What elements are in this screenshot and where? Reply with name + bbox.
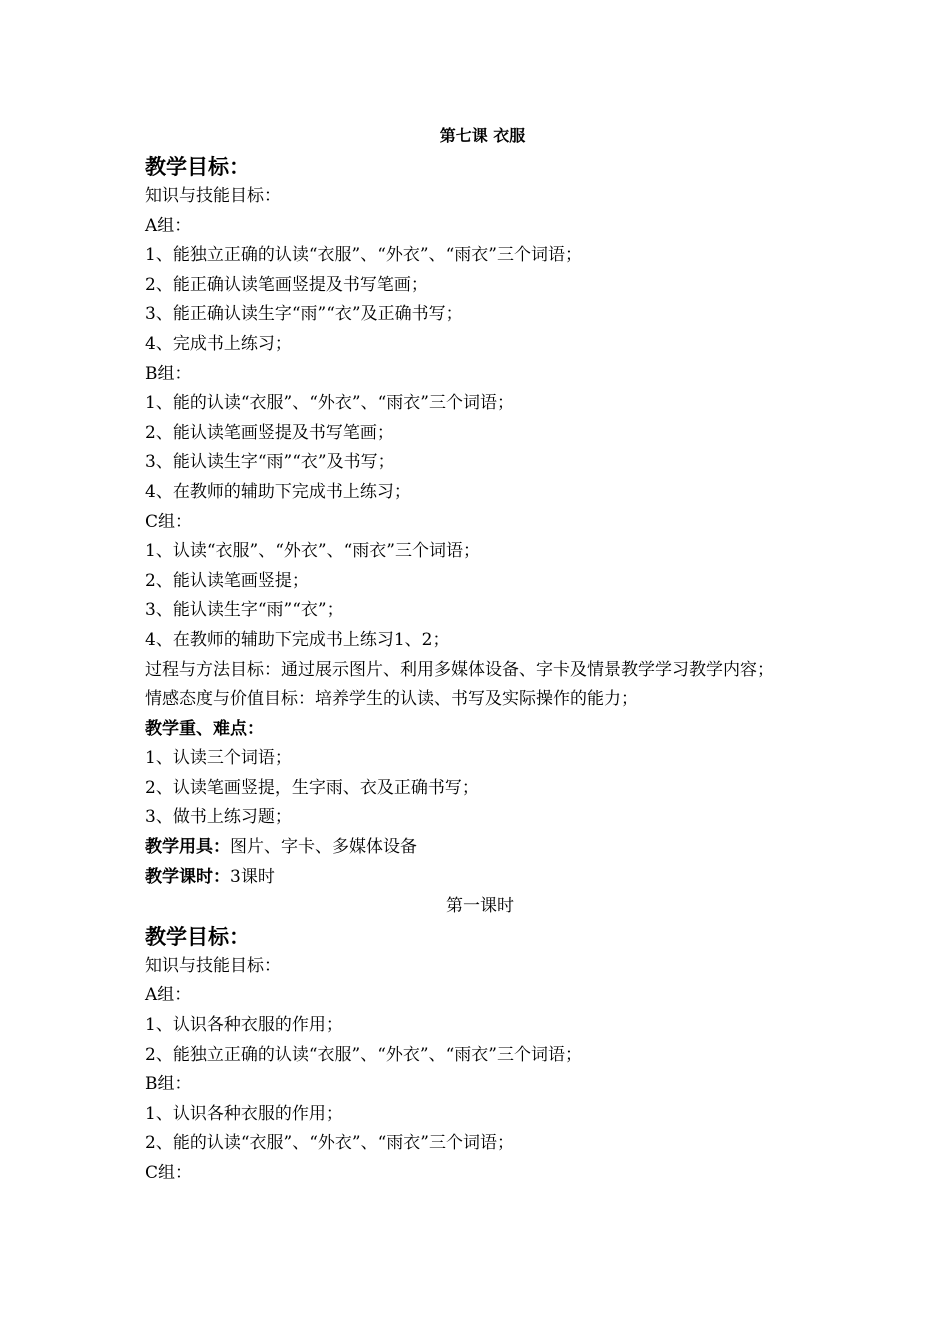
list-item: 4、在教师的辅助下完成书上练习； — [145, 481, 411, 502]
key-points-heading: 教学重、难点： — [145, 718, 264, 739]
list-item: 1、能独立正确的认读“衣服”、“外衣”、“雨衣”三个词语； — [145, 245, 582, 266]
list-item: 2、能认读笔画竖提； — [145, 570, 309, 591]
group-c-label: C组： — [145, 511, 193, 532]
objectives-heading: 教学目标： — [145, 154, 250, 179]
teaching-hours — [145, 863, 815, 893]
list-item: 2、能的认读“衣服”、“外衣”、“雨衣”三个词语； — [145, 1133, 514, 1154]
knowledge-label: 知识与技能目标： — [145, 186, 281, 206]
tools-value: 图片、字卡、多媒体设备 — [230, 837, 417, 858]
teaching-tools — [145, 833, 815, 863]
lesson-group-c-label: C组： — [145, 1163, 193, 1183]
list-item: 3、能认读生字“雨”“衣”； — [145, 600, 344, 621]
list-item: 4、在教师的辅助下完成书上练习1、2； — [145, 629, 450, 650]
process-objective: 过程与方法目标：通过展示图片、利用多媒体设备、字卡及情景教学学习教学内容； — [145, 659, 774, 680]
list-item: 1、认识各种衣服的作用； — [145, 1015, 343, 1036]
list-item: 2、认读笔画竖提，生字雨、衣及正确书写； — [145, 777, 479, 798]
hours-value: 3课时 — [230, 866, 275, 887]
list-item: 2、能正确认读笔画竖提及书写笔画； — [145, 274, 428, 295]
list-item: 3、做书上练习题； — [145, 807, 292, 828]
list-item: 4、完成书上练习； — [145, 333, 292, 354]
group-b-label: B组： — [145, 363, 192, 384]
list-item: 3、能正确认读生字“雨”“衣”及正确书写； — [145, 304, 463, 325]
document-page — [145, 120, 815, 1189]
lesson-knowledge-label: 知识与技能目标： — [145, 955, 281, 976]
group-a-label: A组： — [145, 215, 192, 236]
lesson-group-a-label: A组： — [145, 985, 192, 1006]
list-item: 1、能的认读“衣服”、“外衣”、“雨衣”三个词语； — [145, 393, 514, 414]
list-item: 1、认读“衣服”、“外衣”、“雨衣”三个词语； — [145, 541, 480, 562]
lesson-group-b-label: B组： — [145, 1074, 192, 1095]
lesson-title: 第一课时 — [446, 896, 514, 917]
emotion-objective: 情感态度与价值目标：培养学生的认读、书写及实际操作的能力； — [145, 689, 638, 710]
lesson-objectives-heading: 教学目标： — [145, 923, 250, 949]
hours-label: 教学课时： — [145, 866, 230, 887]
tools-label: 教学用具： — [145, 837, 230, 858]
list-item: 2、能认读笔画竖提及书写笔画； — [145, 422, 394, 443]
document-title: 第七课 衣服 — [439, 126, 526, 145]
list-item: 1、认识各种衣服的作用； — [145, 1103, 343, 1124]
list-item: 3、能认读生字“雨”“衣”及书写； — [145, 452, 395, 473]
list-item: 1、认读三个词语； — [145, 748, 292, 769]
list-item: 2、能独立正确的认读“衣服”、“外衣”、“雨衣”三个词语； — [145, 1044, 582, 1065]
